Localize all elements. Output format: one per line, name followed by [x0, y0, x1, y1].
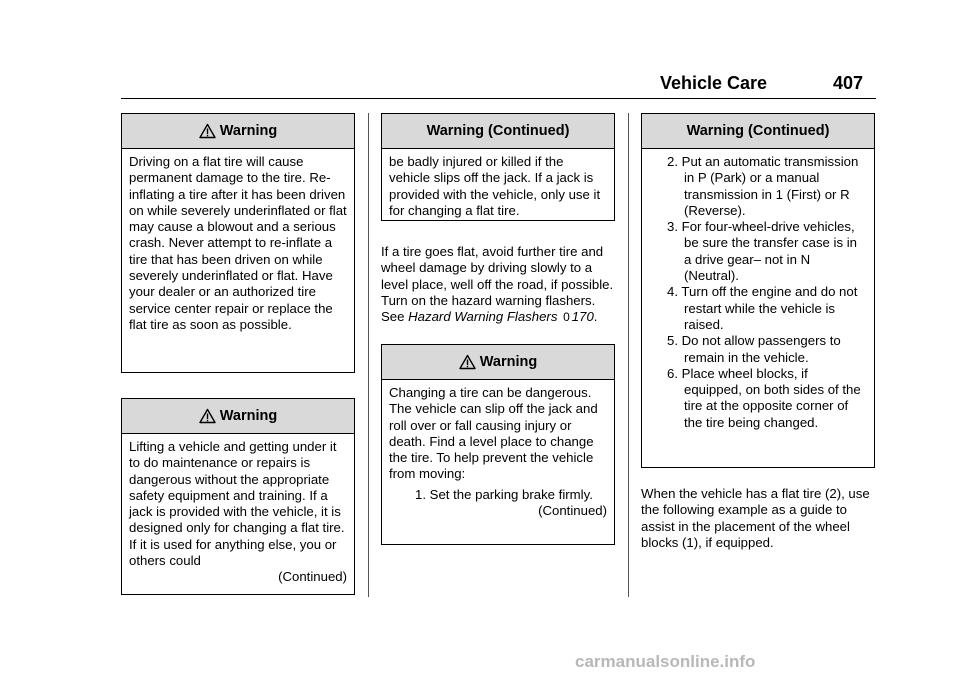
paragraph-text: When the vehicle has a flat tire (2), use the following example as a guide to assist in the placement of the wheel blocks (1), if equipped. [641, 486, 870, 550]
warning-step: 4. Turn off the engine and do not restart while the vehicle is raised. [667, 284, 858, 332]
warning-step: 3. For four-wheel-drive vehicles, be sure the transfer case is in a drive gear– not in N (Neutral). [667, 219, 857, 284]
warning-body [382, 149, 614, 225]
flat-tire-paragraph [381, 244, 617, 325]
warning-box-header [382, 345, 614, 380]
warning-step: 6. Place wheel blocks, if equipped, on both sides of the tire at the opposite corner of the tire being changed. [667, 365, 861, 430]
warning-text: be badly injured or killed if the vehicle slips off the jack. If a jack is provided with the vehicle, only use it for changing a flat tire. [389, 154, 601, 218]
page-ref-icon: 0 [563, 310, 570, 325]
hazard-warning-flashers-link[interactable]: Hazard Warning Flashers [408, 309, 558, 325]
paragraph-text: If a tire goes flat, avoid further tire and wheel damage by driving slowly to a level place, well off the road, if possible. Turn on the hazard warning flashers. See [381, 244, 614, 325]
warning-text: Changing a tire can be dangerous. The vehicle can slip off the jack and roll over or fall causing injury or death. Find a level place to change the tire. To help prevent the vehicle from moving: [389, 385, 598, 482]
warning-body [382, 380, 614, 525]
page-ref-number[interactable]: 170 [571, 309, 594, 325]
warning-body [642, 149, 874, 437]
warning-body [122, 434, 354, 592]
warning-title: Warning (Continued) [426, 123, 570, 139]
warning-title: Warning [219, 123, 278, 139]
continued-label: (Continued) [538, 503, 607, 519]
warning-title: Warning (Continued) [686, 123, 830, 139]
warning-box-header [122, 399, 354, 434]
warning-step: 5. Do not allow passengers to remain in the vehicle. [667, 333, 841, 365]
warning-step: 1. Set the parking brake firmly. [415, 486, 593, 502]
page-header-title: Vehicle Care [660, 73, 768, 93]
warning-triangle-icon [199, 123, 216, 139]
warning-box-header [122, 114, 354, 149]
warning-box-lifting-vehicle [121, 398, 355, 595]
continued-label: (Continued) [278, 569, 347, 585]
header-rule [121, 98, 876, 99]
warning-title: Warning [219, 408, 278, 424]
warning-text: Lifting a vehicle and getting under it to do maintenance or repairs is dangerous without the appropriate safety equipment and training. If a jack is provided with the vehicle, it is designed only for changing a flat tire. If it is used for anything else, you or others could [129, 439, 345, 569]
watermark: carmanualsonline.info [575, 652, 756, 671]
warning-box-header [642, 114, 874, 149]
warning-text: Driving on a flat tire will cause permanent damage to the tire. Re-inflating a tire after it has been driven on while severely underinflated or flat may cause a blowout and a serious crash. Never attempt to re-inflate a tire that has been driven on while severely underinflated or flat. Have your dealer or an authorized tire service center repair or replace the flat tire as soon as possible. [129, 154, 347, 332]
column-divider-2 [628, 113, 629, 597]
warning-triangle-icon [459, 354, 476, 370]
paragraph-end: . [593, 309, 598, 325]
warning-box-header [382, 114, 614, 149]
page-number: 407 [833, 73, 864, 93]
wheel-blocks-paragraph [641, 486, 877, 551]
warning-step: 2. Put an automatic transmission in P (Park) or a manual transmission in 1 (First) or R (Reverse). [667, 154, 859, 218]
warning-body [122, 149, 354, 339]
column-divider-1 [368, 113, 369, 597]
warning-box-continued [381, 113, 615, 221]
warning-box-continued-steps [641, 113, 875, 468]
warning-box-flat-tire [121, 113, 355, 373]
warning-title: Warning [479, 354, 538, 370]
warning-triangle-icon [199, 408, 216, 424]
warning-box-changing-tire [381, 344, 615, 545]
